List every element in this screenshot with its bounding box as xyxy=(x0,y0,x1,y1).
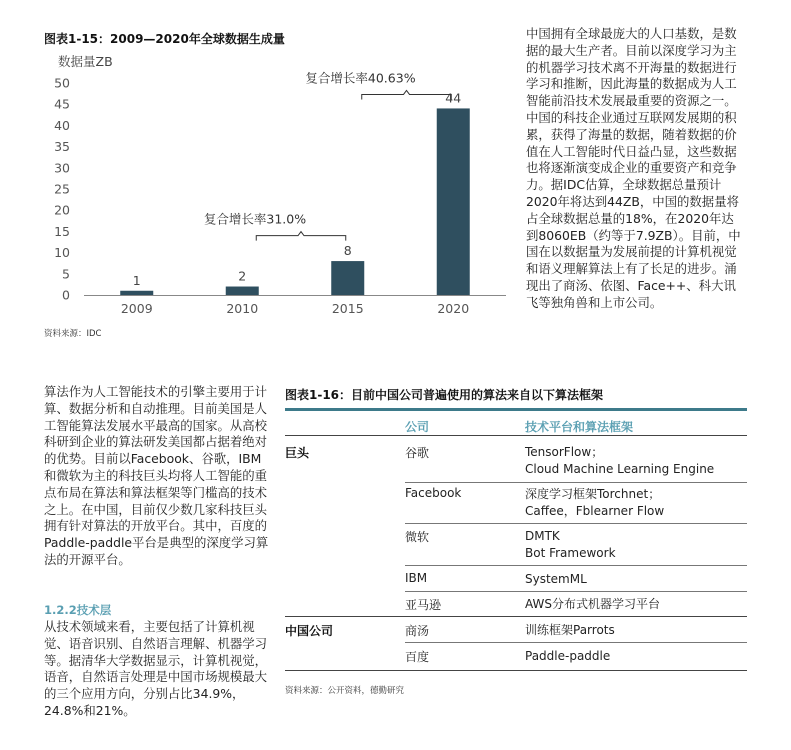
bar xyxy=(331,261,364,295)
row-company: 谷歌 xyxy=(405,446,430,460)
row-divider xyxy=(405,591,747,592)
section-paragraph-text: 从技术领域来看，主要包括了计算机视觉、语音识别、自然语言理解、机器学习等。据清华大学数据显示，计算机视觉，语音，自然语言处理是中国市场规模最大的三个应用方向，分别占比34.9%，24.8%和21%。 xyxy=(44,619,268,718)
x-axis-ticks xyxy=(121,301,469,316)
column-header-framework: 技术平台和算法框架 xyxy=(525,420,634,434)
data-label: 44 xyxy=(445,90,462,106)
row-framework xyxy=(525,444,747,478)
cagr-label: 复合增长率40.63% xyxy=(305,70,416,86)
row-divider xyxy=(405,642,747,643)
y-tick-label: 10 xyxy=(54,245,70,261)
row-framework xyxy=(525,596,747,613)
row-company: 微软 xyxy=(405,530,430,544)
row-company: 亚马逊 xyxy=(405,598,442,612)
y-tick-label: 35 xyxy=(54,139,70,155)
row-category: 巨头 xyxy=(285,446,310,460)
framework-line: SystemML xyxy=(525,572,587,586)
y-tick-label: 20 xyxy=(54,202,70,218)
row-company: 商汤 xyxy=(405,624,430,638)
row-company: Facebook xyxy=(405,486,462,500)
x-tick-label: 2010 xyxy=(226,301,259,316)
figure2-title: 图表1-16：目前中国公司普遍使用的算法来自以下算法框架 xyxy=(285,388,604,402)
framework-line: Paddle-paddle xyxy=(525,649,611,663)
framework-line: DMTK xyxy=(525,529,560,543)
row-framework xyxy=(525,528,747,562)
y-tick-label: 25 xyxy=(54,181,70,197)
framework-line: Caffee，Fblearner Flow xyxy=(525,504,665,518)
figure1-title: 图表1-15：2009—2020年全球数据生成量 xyxy=(44,32,285,46)
x-tick-label: 2020 xyxy=(437,301,470,316)
bars xyxy=(120,108,470,295)
table-bottom-rule xyxy=(285,670,747,671)
annotations xyxy=(204,70,451,240)
row-company: IBM xyxy=(405,571,428,585)
framework-line: AWS分布式机器学习平台 xyxy=(525,597,661,611)
framework-line: 深度学习框架Torchnet； xyxy=(525,487,661,501)
framework-line: 训练框架Parrots xyxy=(525,623,615,637)
y-tick-label: 50 xyxy=(54,75,70,91)
left-paragraph xyxy=(44,384,270,569)
row-category: 中国公司 xyxy=(285,624,334,638)
data-label: 8 xyxy=(343,243,352,259)
y-tick-label: 5 xyxy=(62,266,70,282)
row-framework xyxy=(525,648,747,665)
cagr-bracket xyxy=(256,232,346,241)
row-divider xyxy=(405,523,747,524)
y-tick-label: 0 xyxy=(62,287,70,303)
section-paragraph xyxy=(44,619,270,720)
row-framework xyxy=(525,571,747,588)
y-tick-label: 15 xyxy=(54,223,70,239)
x-tick-label: 2015 xyxy=(331,301,364,316)
cagr-label: 复合增长率31.0% xyxy=(203,211,307,227)
bar xyxy=(226,287,259,295)
figure1-source: 资料来源：IDC xyxy=(44,329,102,339)
y-tick-label: 45 xyxy=(54,96,70,112)
y-axis-label: 数据量ZB xyxy=(58,54,113,69)
column-header-company: 公司 xyxy=(405,420,430,434)
table-top-rule xyxy=(285,408,747,411)
framework-table xyxy=(285,408,747,678)
cagr-bracket xyxy=(362,90,452,99)
left-paragraph-text: 算法作为人工智能技术的引擎主要用于计算、数据分析和自动推理。目前美国是人工智能算法发展水平最高的国家。从高校科研到企业的算法研发美国都占据着绝对的优势。目前以Facebook、谷歌，IBM和微软为主的科技巨头均将人工智能的重点布局在算法和算法框架等门槛高的技术之上。在中国，目前仅少数几家科技巨头拥有针对算法的开放平台。其中，百度的Paddle-paddle平台是典型的深度学习算法的开源平台。 xyxy=(44,384,269,567)
y-tick-label: 40 xyxy=(54,117,70,133)
right-paragraph-text: 中国拥有全球最庞大的人口基数，是数据的最大生产者。目前以深度学习为主的机器学习技术离不开海量的数据进行学习和推断，因此海量的数据成为人工智能前沿技术发展最重要的资源之一。中国的科技企业通过互联网发展期的积累，获得了海量的数据，随着数据的价值在人工智能时代日益凸显，这些数据也将逐渐演变成企业的重要资产和竞争力。据IDC估算，全球数据总量预计2020年将达到44ZB，中国的数据量将占全球数据总量的18%，在2020年达到8060EB（约等于7.9ZB）。目前，中国在以数据量为发展前提的计算机视觉和语义理解算法上有了长足的进步。涌现出了商汤、依图、Face++、科大讯飞等独角兽和上市公司。 xyxy=(526,26,741,310)
row-framework xyxy=(525,622,747,639)
row-divider xyxy=(405,565,747,566)
table-header-rule xyxy=(285,435,747,436)
section-heading: 1.2.2技术层 xyxy=(44,603,112,617)
row-framework xyxy=(525,486,747,520)
bar xyxy=(120,291,153,295)
data-labels xyxy=(133,90,461,287)
bar-chart xyxy=(44,50,512,318)
y-axis-ticks xyxy=(54,76,70,303)
row-divider xyxy=(405,482,747,483)
right-paragraph xyxy=(526,26,744,312)
y-tick-label: 30 xyxy=(54,160,70,176)
data-label: 2 xyxy=(238,268,247,284)
framework-line: Bot Framework xyxy=(525,546,616,560)
framework-line: Cloud Machine Learning Engine xyxy=(525,462,715,476)
framework-line: TensorFlow； xyxy=(525,445,604,459)
group-divider xyxy=(285,616,747,617)
data-label: 1 xyxy=(132,272,141,288)
figure2-source: 资料来源：公开资料，德勤研究 xyxy=(285,686,405,696)
row-company: 百度 xyxy=(405,650,430,664)
bar xyxy=(437,108,470,295)
x-tick-label: 2009 xyxy=(120,301,153,316)
